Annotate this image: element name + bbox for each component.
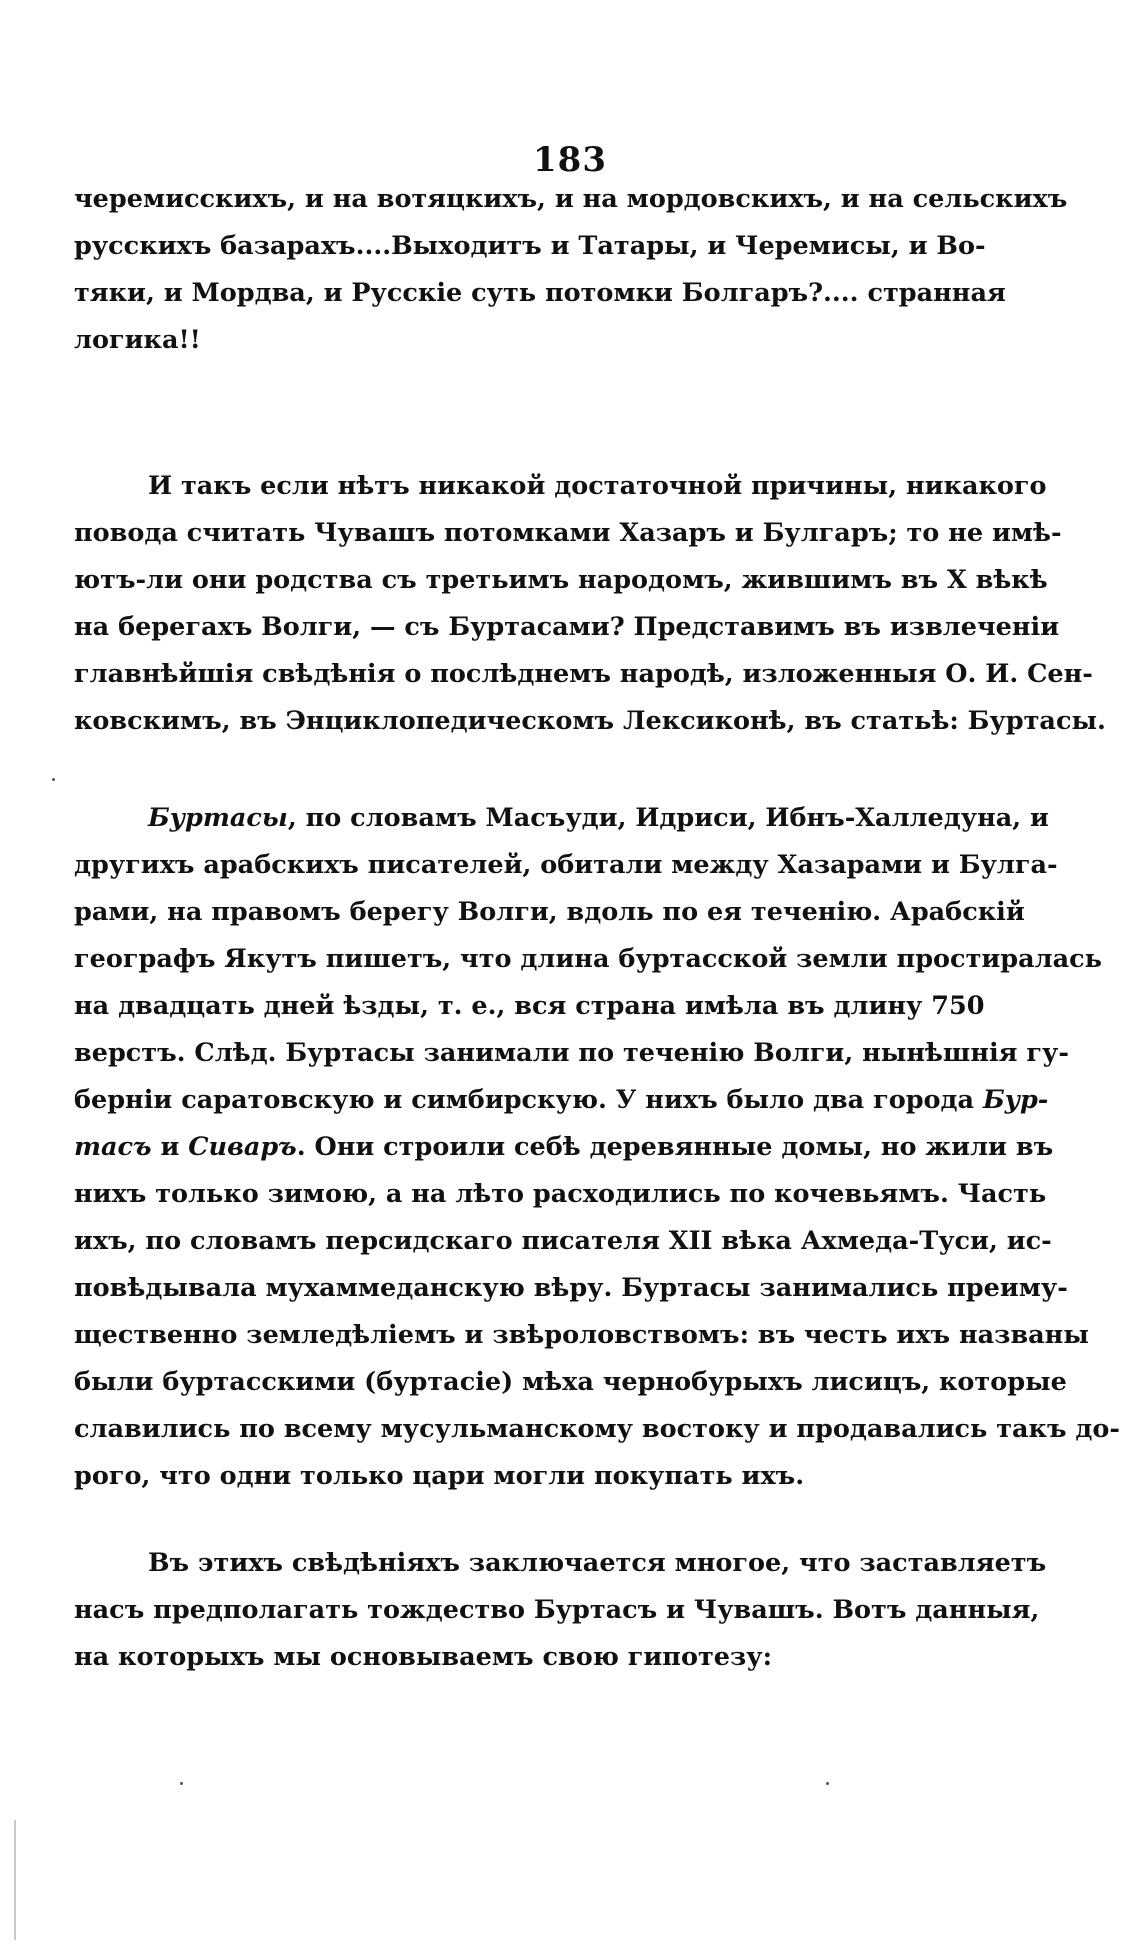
- paragraph-4: [74, 1540, 1047, 1681]
- italic-term: Сиваръ: [188, 1132, 297, 1162]
- text-run: , по словамъ Масъуди, Идриси, Ибнъ-Халледуна, и: [287, 803, 1049, 833]
- page-number: 183: [533, 140, 607, 180]
- text-line: логика!!: [74, 325, 201, 355]
- text-line: [74, 1077, 1049, 1124]
- scan-margin-line: [14, 1820, 16, 1940]
- italic-term: Бур-: [982, 1085, 1049, 1115]
- paragraph-2: [74, 463, 1106, 745]
- text-line: ютъ-ли они родства съ третьимъ народомъ, жившимъ въ X вѣкѣ: [74, 565, 1048, 595]
- text-line: повода считать Чувашъ потомками Хазаръ и Булгаръ; то не имѣ-: [74, 518, 1062, 548]
- text-line: тяки, и Мордва, и Русскіе суть потомки Болгаръ?.... странная: [74, 278, 1006, 308]
- paragraph-1: [74, 176, 1068, 364]
- text-line: главнѣйшія свѣдѣнія о послѣднемъ народѣ, изложенныя О. И. Сен-: [74, 659, 1093, 689]
- scan-speck: [52, 778, 55, 781]
- text-line: на которыхъ мы основываемъ свою гипотезу:: [74, 1642, 772, 1672]
- text-line: были буртасскими (буртасіе) мѣха чернобурыхъ лисицъ, которые: [74, 1367, 1067, 1397]
- text-line: географъ Якутъ пишетъ, что длина буртасской земли простиралась: [74, 944, 1102, 974]
- italic-term: тасъ: [74, 1132, 152, 1162]
- text-line: русскихъ базарахъ....Выходитъ и Татары, и Черемисы, и Во-: [74, 231, 986, 261]
- text-line: славились по всему мусульманскому востоку и продавались такъ до-: [74, 1414, 1120, 1444]
- paragraph-3: [74, 795, 1120, 1500]
- scan-speck: [826, 1782, 829, 1785]
- text-line: насъ предполагать тождество Буртасъ и Чувашъ. Вотъ данныя,: [74, 1595, 1040, 1625]
- text-line: на берегахъ Волги, — съ Буртасами? Представимъ въ извлеченіи: [74, 612, 1060, 642]
- text-line: И такъ если нѣтъ никакой достаточной причины, никакого: [148, 471, 1047, 501]
- text-line: Въ этихъ свѣдѣніяхъ заключается многое, что заставляетъ: [148, 1548, 1047, 1578]
- text-line: другихъ арабскихъ писателей, обитали между Хазарами и Булга-: [74, 850, 1058, 880]
- text-run: берніи саратовскую и симбирскую. У нихъ было два города: [74, 1085, 983, 1115]
- text-line: черемисскихъ, и на вотяцкихъ, и на мордовскихъ, и на сельскихъ: [74, 184, 1068, 214]
- text-line: щественно земледѣліемъ и звѣроловствомъ: въ честь ихъ названы: [74, 1320, 1089, 1350]
- text-line: рого, что одни только цари могли покупать ихъ.: [74, 1461, 805, 1491]
- text-run: . Они строили себѣ деревянные домы, но жили въ: [296, 1132, 1054, 1162]
- italic-term: Буртасы: [148, 803, 288, 833]
- text-line: ихъ, по словамъ персидскаго писателя XII вѣка Ахмеда-Туси, ис-: [74, 1226, 1052, 1256]
- text-line: [74, 1124, 1054, 1171]
- text-line: нихъ только зимою, а на лѣто расходились по кочевьямъ. Часть: [74, 1179, 1047, 1209]
- text-line: повѣдывала мухаммеданскую вѣру. Буртасы занимались преиму-: [74, 1273, 1068, 1303]
- text-line: [74, 795, 1049, 842]
- text-line: верстъ. Слѣд. Буртасы занимали по теченію Волги, нынѣшнія гу-: [74, 1038, 1069, 1068]
- scan-speck: [180, 1782, 183, 1785]
- text-line: ковскимъ, въ Энциклопедическомъ Лексиконѣ, въ статьѣ: Буртасы.: [74, 706, 1106, 736]
- text-line: на двадцать дней ѣзды, т. е., вся страна имѣла въ длину 750: [74, 991, 985, 1021]
- text-line: рами, на правомъ берегу Волги, вдоль по ея теченію. Арабскій: [74, 897, 1025, 927]
- text-run: и: [151, 1132, 189, 1162]
